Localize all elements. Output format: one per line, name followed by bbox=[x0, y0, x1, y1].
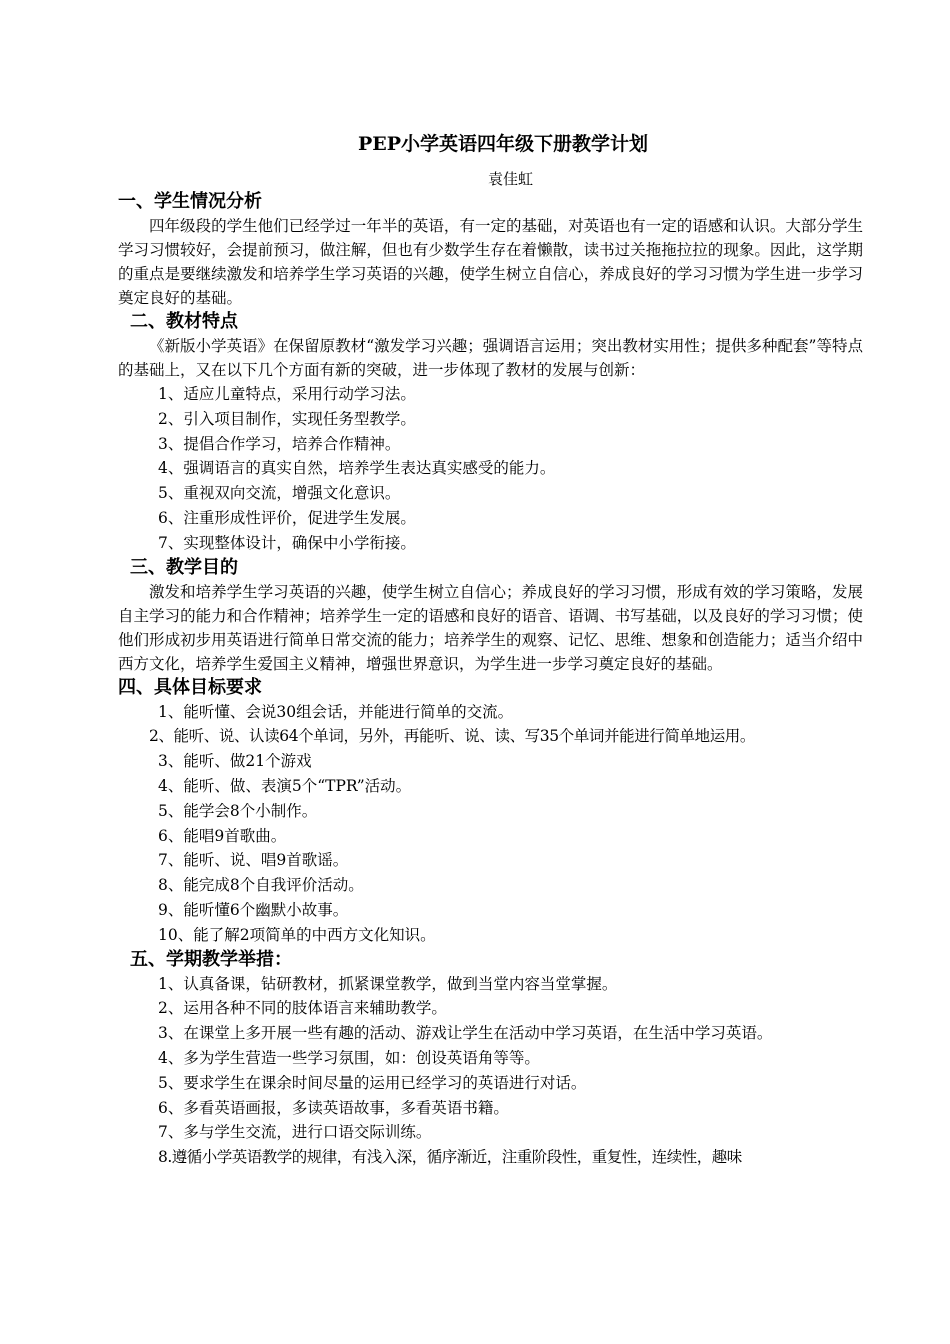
list-item: 6、多看英语画报，多读英语故事，多看英语书籍。 bbox=[158, 1098, 509, 1117]
list-item: 5、能学会8个小制作。 bbox=[158, 801, 318, 820]
document-author: 袁佳虹 bbox=[487, 170, 533, 188]
list-item: 2、引入项目制作，实现任务型教学。 bbox=[158, 409, 416, 428]
list-item: 1、能听懂、会说30组会话，并能进行简单的交流。 bbox=[158, 702, 514, 721]
list-item: 6、能唱9首歌曲。 bbox=[158, 826, 287, 845]
list-item: 8、能完成8个自我评价活动。 bbox=[158, 876, 364, 895]
section-paragraph-teaching-goals: 激发和培养学生学习英语的兴趣，使学生树立自信心；养成良好的学习习惯，形成有效的学习策略，发展自主学习的能力和合作精神；培养学生一定的语感和良好的语音、语调、书写基础，以及良好的学习习惯；使他们形成初步用英语进行简单日常交流的能力；培养学生的观察、记忆、思维、想象和创造能力；适当介绍中西方文化，培养学生爱国主义精神，增强世界意识，为学生进一步学习奠定良好的基础。 bbox=[118, 582, 863, 673]
list-item: 4、强调语言的真实自然，培养学生表达真实感受的能力。 bbox=[158, 459, 556, 478]
list-item: 1、认真备课，钻研教材，抓紧课堂教学，做到当堂内容当堂掌握。 bbox=[158, 974, 618, 993]
list-item: 4、多为学生营造一些学习氛围，如：创设英语角等等。 bbox=[158, 1048, 540, 1067]
specific-targets-list bbox=[118, 700, 863, 948]
list-item: 7、实现整体设计，确保中小学衔接。 bbox=[158, 533, 416, 552]
textbook-features-list bbox=[118, 382, 863, 556]
list-item: 10、能了解2项简单的中西方文化知识。 bbox=[158, 925, 436, 944]
list-item: 7、能听、说、唱9首歌谣。 bbox=[158, 851, 349, 870]
list-item: 4、能听、做、表演5个“TPR”活动。 bbox=[158, 776, 412, 795]
list-item: 3、能听、做21个游戏 bbox=[158, 752, 312, 771]
list-item: 2、能听、说、认读64个单词，另外，再能听、说、读、写35个单词并能进行简单地运用。 bbox=[149, 727, 756, 746]
list-item: 5、要求学生在课余时间尽量的运用已经学习的英语进行对话。 bbox=[158, 1073, 587, 1092]
section-heading-student-analysis: 一、学生情况分析 bbox=[118, 191, 262, 212]
list-item: 8.遵循小学英语教学的规律，有浅入深，循序渐近，注重阶段性，重复性，连续性，趣味 bbox=[158, 1148, 742, 1167]
teaching-measures-list bbox=[118, 972, 863, 1170]
list-item: 1、适应儿童特点，采用行动学习法。 bbox=[158, 385, 416, 403]
list-item: 7、多与学生交流，进行口语交际训练。 bbox=[158, 1123, 432, 1142]
section-heading-specific-targets: 四、具体目标要求 bbox=[118, 676, 262, 698]
list-item: 3、在课堂上多开展一些有趣的活动、游戏让学生在活动中学习英语，在生活中学习英语。 bbox=[158, 1024, 773, 1043]
section-heading-teaching-goals: 三、教学目的 bbox=[130, 556, 238, 578]
list-item: 5、重视双向交流，增强文化意识。 bbox=[158, 484, 401, 503]
list-item: 6、注重形成性评价，促进学生发展。 bbox=[158, 508, 416, 527]
section-paragraph-textbook-features: 《新版小学英语》在保留原教材“激发学习兴趣；强调语言运用；突出教材实用性；提供多种配套”等特点的基础上，又在以下几个方面有新的突破，进一步体现了教材的发展与创新： bbox=[118, 337, 863, 379]
document-title: PEP小学英语四年级下册教学计划 bbox=[357, 133, 649, 155]
list-item: 9、能听懂6个幽默小故事。 bbox=[158, 900, 349, 919]
document-page bbox=[118, 130, 863, 1170]
list-item: 3、提倡合作学习，培养合作精神。 bbox=[158, 434, 401, 453]
section-heading-teaching-measures: 五、学期教学举措： bbox=[130, 948, 292, 970]
section-heading-textbook-features: 二、教材特点 bbox=[130, 311, 238, 332]
list-item: 2、运用各种不同的肢体语言来辅助教学。 bbox=[158, 999, 447, 1018]
section-paragraph-student-analysis: 四年级段的学生他们已经学过一年半的英语，有一定的基础，对英语也有一定的语感和认识。大部分学生学习习惯较好，会提前预习，做注解，但也有少数学生存在着懒散，读书过关拖拖拉拉的现象。因此，这学期的重点是要继续激发和培养学生学习英语的兴趣，使学生树立自信心，养成良好的学习习惯为学生进一步学习奠定良好的基础。 bbox=[118, 217, 863, 307]
